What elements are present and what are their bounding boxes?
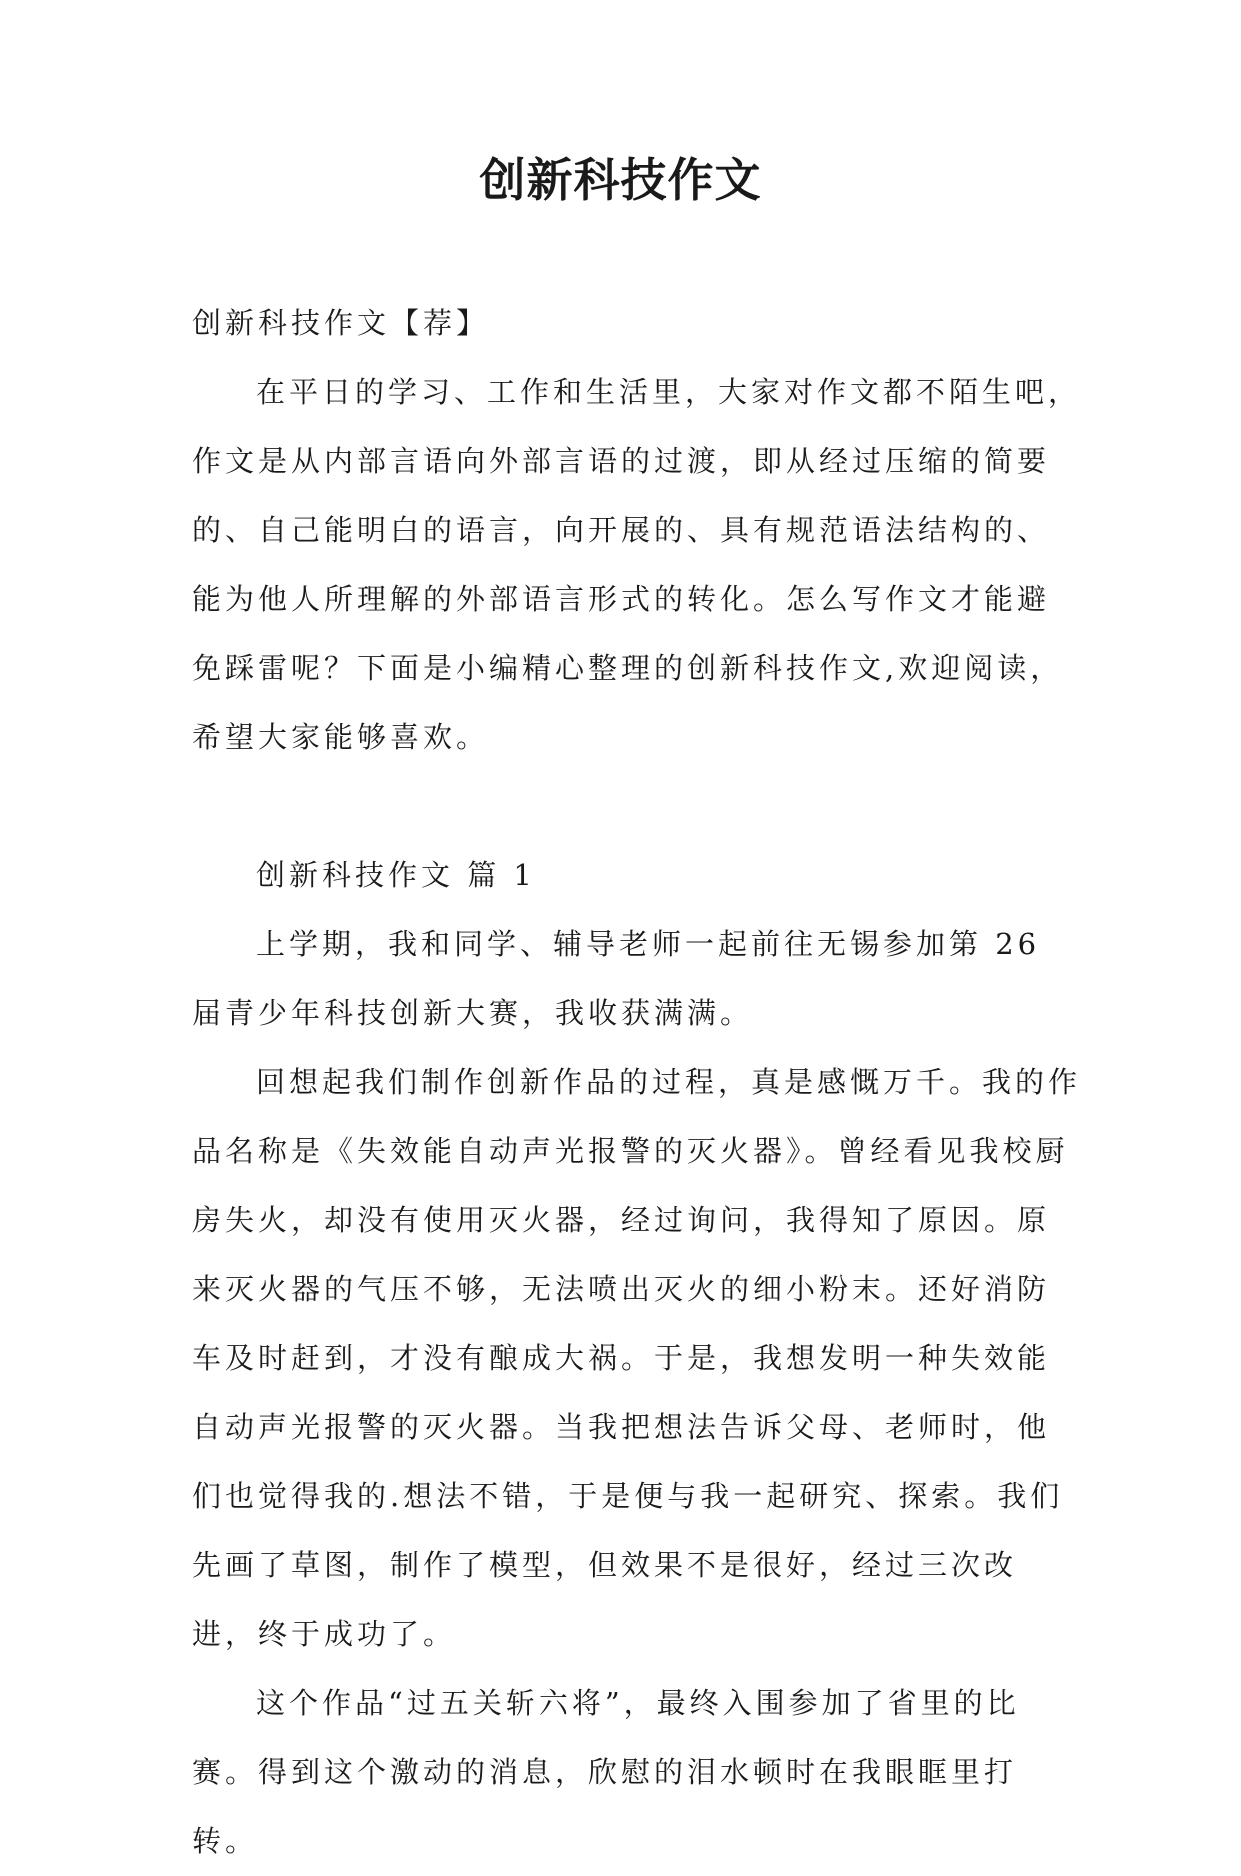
document-subtitle: 创新科技作文【荐】 <box>192 306 490 340</box>
document-title: 创新科技作文 <box>479 153 762 207</box>
document-body <box>192 289 1082 1876</box>
body-paragraph: 上学期，我和同学、辅导老师一起前往无锡参加第 26 届青少年科技创新大赛，我收获满满。 <box>192 927 1041 1030</box>
intro-paragraph: 在平日的学习、工作和生活里，大家对作文都不陌生吧，作文是从内部言语向外部言语的过渡，即从经过压缩的简要的、自己能明白的语言，向开展的、具有规范语法结构的、能为他人所理解的外部语言形式的转化。怎么写作文才能避免踩雷呢？下面是小编精心整理的创新科技作文,欢迎阅读，希望大家能够喜欢。 <box>192 375 1082 754</box>
body-paragraph: 回想起我们制作创新作品的过程，真是感慨万千。我的作品名称是《失效能自动声光报警的灭火器》。曾经看见我校厨房失火，却没有使用灭火器，经过询问，我得知了原因。原来灭火器的气压不够，无法喷出灭火的细小粉末。还好消防车及时赶到，才没有酿成大祸。于是，我想发明一种失效能自动声光报警的灭火器。当我把想法告诉父母、老师时，他们也觉得我的.想法不错，于是便与我一起研究、探索。我们先画了草图，制作了模型，但效果不是很好，经过三次改进，终于成功了。 <box>192 1065 1082 1651</box>
section-spacer <box>192 772 1082 841</box>
body-paragraph: 这个作品“过五关斩六将”，最终入围参加了省里的比赛。得到这个激动的消息，欣慰的泪水顿时在我眼眶里打转。 <box>192 1686 1020 1858</box>
section-heading: 创新科技作文 篇 1 <box>256 858 536 892</box>
